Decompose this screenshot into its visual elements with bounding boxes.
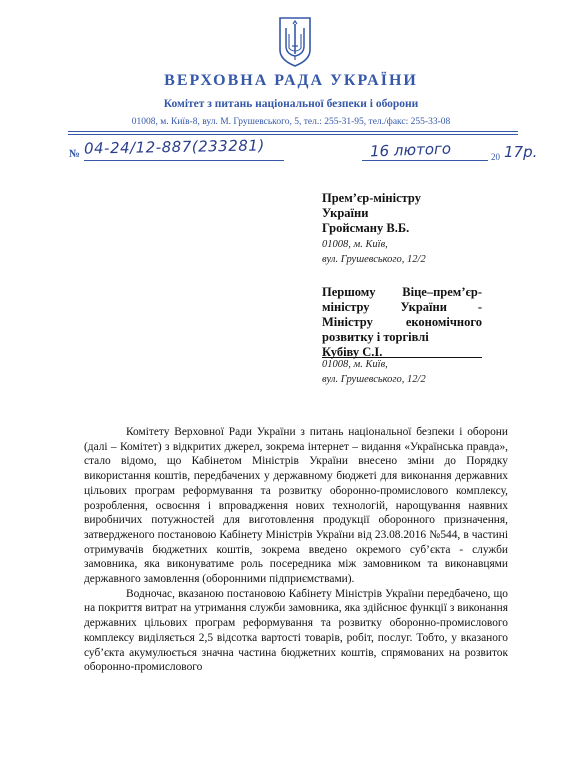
handwritten-year: 17р. — [504, 143, 538, 161]
recipient-2-name — [322, 285, 482, 360]
body-paragraph: Комітету Верховної Ради України з питань національної безпеки і оборони (далі – Комітет) з відкритих джерел, зокрема інтернет – видання «Українська правда», стало відомо, що Кабінетом Міністрів України внесено зміни до Порядку використання коштів, передбачених у державному бюджеті для виконання державних цільових програм реформування та розвитку оборонно-промислового комплексу, розроблення, освоєння і впровадження нових технологій, нарощування наявних виробничих потужностей для виготовлення продукції оборонного призначення, затвердженого постановою Кабінету Міністрів України від 23.08.2016 №544, в частині отримувачів бюджетних коштів, зокрема введено окремого суб’єкта - служби замовника, яка виконуватиме роль посередника між замовником та виконавцями державного замовлення (оборонними підприємствами). — [84, 426, 508, 586]
committee-name: Комітет з питань національної безпеки і оборони — [163, 98, 419, 110]
recipient-line: Першому Віце–прем’єр- — [322, 285, 482, 299]
address-line: вул. Грушевського, 12/2 — [322, 374, 426, 385]
handwritten-outgoing-number: 04-24/12-887(233281) — [83, 136, 265, 158]
recipient-line: міністру України - — [322, 300, 482, 314]
recipient-line: Кубіву С.І. — [322, 345, 383, 359]
header-rule — [68, 131, 518, 132]
parliament-name: ВЕРХОВНА РАДА УКРАЇНИ — [164, 72, 418, 89]
number-label: № — [69, 148, 81, 160]
address-line: 01008, м. Київ, — [322, 239, 388, 250]
address-line: 01008, м. Київ, — [322, 359, 388, 370]
year-prefix: 20 — [491, 152, 500, 162]
recipient-line: Прем’єр-міністру — [322, 191, 421, 205]
recipient-1-address — [322, 237, 522, 267]
address-line: вул. Грушевського, 12/2 — [322, 254, 426, 265]
letter-body — [84, 425, 508, 675]
date-underline — [362, 160, 488, 161]
committee-address: 01008, м. Київ-8, вул. М. Грушевського, 5, тел.: 255-31-95, тел./факс: 255-33-08 — [131, 117, 451, 127]
number-underline — [84, 160, 284, 161]
recipient-line: Гройсману В.Б. — [322, 221, 410, 235]
header-rule-thin — [68, 134, 518, 135]
recipient-line: Міністру економічного — [322, 315, 482, 329]
recipient-line: України — [322, 206, 369, 220]
recipient-2-address — [322, 357, 522, 387]
handwritten-date: 16 лютого — [369, 139, 452, 161]
recipient-1-name — [322, 191, 522, 236]
recipient-line: розвитку і торгівлі — [322, 330, 429, 344]
trident-emblem-icon — [278, 16, 312, 68]
body-paragraph: Водночас, вказаною постановою Кабінету Міністрів України передбачено, що на покриття витрат на утримання служби замовника, яка здійснює функції з виконання державних цільових програм реформування та розвитку оборонно-промислового комплексу виділяється 2,5 відсотка вартості товарів, робіт, послуг. Тобто, у вказаного суб’єкта акумулюється значна частина бюджетних коштів, спрямованих на розвиток оборонно-промислового — [84, 587, 508, 674]
